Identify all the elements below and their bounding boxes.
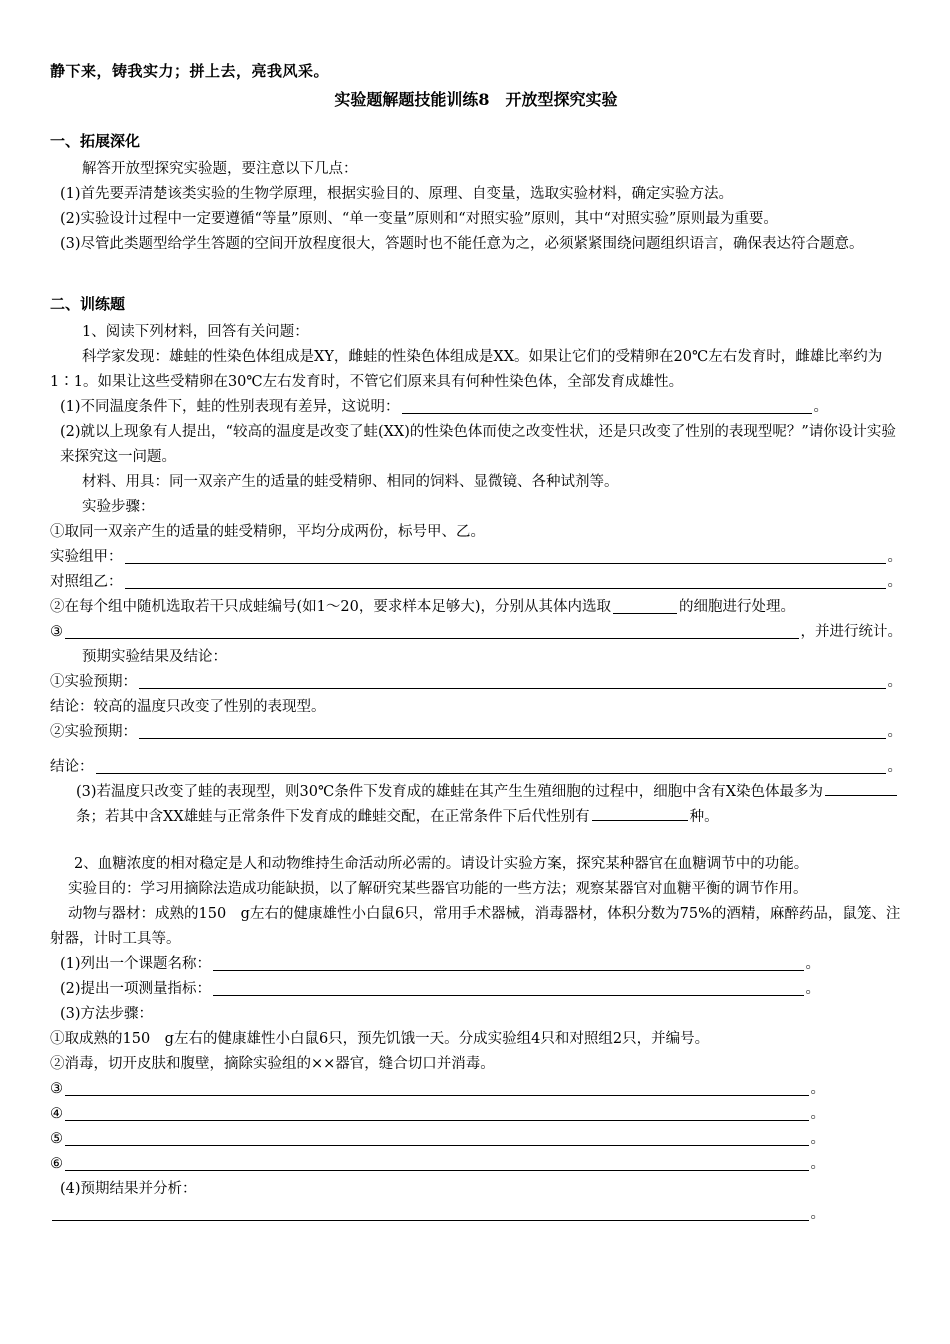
section1-intro: 解答开放型探究实验题，要注意以下几点： [82, 161, 358, 177]
motto: 静下来，铸我实力；拼上去，亮我风采。 [50, 62, 330, 80]
q1-sub3 [50, 780, 902, 830]
q2-step3-blank[interactable] [65, 1094, 809, 1096]
period: 。 [810, 1156, 825, 1172]
q2-sub1-line [50, 952, 820, 977]
q1-sub3-c: 种。 [689, 809, 719, 825]
section1-point1: (1)首先要弄清楚该类实验的生物学原理，根据实验目的、原理、自变量，选取实验材料，确定实验方法。 [60, 186, 734, 202]
q1-step2-suffix: 的细胞进行处理。 [679, 599, 795, 615]
q1-pred1-blank[interactable] [139, 687, 886, 689]
q2-step4-blank[interactable] [65, 1119, 809, 1121]
q2-sub2-label: (2)提出一项测量指标： [60, 981, 212, 997]
q2-step3-label: ③ [50, 1081, 63, 1097]
q1-group-a-label: 实验组甲： [50, 549, 123, 565]
q2-sub4: (4)预期结果并分析： [60, 1181, 197, 1197]
q1-concl2-line [50, 755, 902, 780]
q2-step6-blank[interactable] [65, 1169, 809, 1171]
section1-point3: (3)尽管此类题型给学生答题的空间开放程度很大，答题时也不能任意为之，必须紧紧围绕问题组织语言，确保表达符合题意。 [60, 236, 864, 252]
q1-steps-label: 实验步骤： [82, 499, 155, 515]
period: 。 [887, 574, 902, 590]
period: 。 [805, 981, 820, 997]
q2-sub4-line [50, 1202, 825, 1227]
q1-concl2-label: 结论： [50, 759, 94, 775]
q2-sub1-blank[interactable] [213, 969, 803, 971]
q1-material: 科学家发现：雄蛙的性染色体组成是XY，雌蛙的性染色体组成是XX。如果让它们的受精卵在20℃左右发育时，雌雄比率约为1∶1。如果让这些受精卵在30℃左右发育时，不管它们原来具有何种性染色体，全部发育成雄性。 [50, 349, 883, 390]
section1-point2: (2)实验设计过程中一定要遵循“等量”原则、“单一变量”原则和“对照实验”原则，其中“对照实验”原则最为重要。 [60, 211, 778, 227]
q1-sub3-b: 条；若其中含XX雄蛙与正常条件下发育成的雌蛙交配，在正常条件下后代性别有 [76, 809, 590, 825]
q1-step2-blank[interactable] [613, 612, 677, 614]
period: 。 [810, 1131, 825, 1147]
q1-step3-suffix: ，并进行统计。 [800, 624, 902, 640]
q1-pred1-line [50, 670, 902, 695]
q2-aim: 实验目的：学习用摘除法造成功能缺损，以了解研究某些器官功能的一些方法；观察某器官对血糖平衡的调节作用。 [68, 881, 808, 897]
q1-group-b-blank[interactable] [125, 587, 886, 589]
q2-sub2-line [50, 977, 820, 1002]
q1-sub1-line [50, 395, 902, 420]
period: 。 [813, 399, 829, 415]
q1-pred2-label: ②实验预期： [50, 724, 137, 740]
period: 。 [810, 1206, 825, 1222]
q2-step4-label: ④ [50, 1106, 63, 1122]
q1-group-b-label: 对照组乙： [50, 574, 123, 590]
section2-heading: 二、训练题 [50, 295, 126, 313]
q2-sub4-blank[interactable] [52, 1219, 809, 1221]
q1-sub1-prefix: (1)不同温度条件下，蛙的性别表现有差异，这说明： [60, 399, 400, 415]
q1-concl1: 结论：较高的温度只改变了性别的表现型。 [50, 699, 326, 715]
period: 。 [887, 674, 902, 690]
q1-step3-blank[interactable] [65, 637, 799, 639]
q2-step3-line [50, 1077, 825, 1102]
q1-step3-prefix: ③ [50, 624, 63, 640]
q1-step2-line [50, 595, 902, 620]
q1-pred2-blank[interactable] [139, 737, 886, 739]
q2-step5-line [50, 1127, 825, 1152]
q1-step1: ①取同一双亲产生的适量的蛙受精卵，平均分成两份，标号甲、乙。 [50, 524, 485, 540]
q1-group-a-line [50, 545, 902, 570]
q2-animals: 动物与器材：成熟的150 g左右的健康雄性小白鼠6只，常用手术器械，消毒器材，体积分数为75%的酒精，麻醉药品，鼠笼、注射器，计时工具等。 [50, 906, 901, 947]
q2-step5-blank[interactable] [65, 1144, 809, 1146]
q2-step2: ②消毒，切开皮肤和腹壁，摘除实验组的××器官，缝合切口并消毒。 [50, 1056, 495, 1072]
period: 。 [887, 549, 902, 565]
q2-sub1-label: (1)列出一个课题名称： [60, 956, 212, 972]
period: 。 [805, 956, 820, 972]
document-page [50, 60, 902, 1227]
section1-heading: 一、拓展深化 [50, 132, 141, 150]
q1-step2-prefix: ②在每个组中随机选取若干只成蛙编号(如1～20，要求样本足够大)，分别从其体内选取 [50, 599, 611, 615]
q1-sub3-a: (3)若温度只改变了蛙的表现型，则30℃条件下发育成的雄蛙在其产生生殖细胞的过程中，细胞中含有X染色体最多为 [76, 784, 824, 800]
q2-sub3: (3)方法步骤： [60, 1006, 154, 1022]
q1-group-b-line [50, 570, 902, 595]
q2-step6-label: ⑥ [50, 1156, 63, 1172]
q1-concl2-blank[interactable] [96, 772, 886, 774]
period: 。 [887, 759, 902, 775]
q1-group-a-blank[interactable] [125, 562, 886, 564]
q1-sub3-blank1[interactable] [825, 781, 897, 796]
period: 。 [810, 1081, 825, 1097]
period: 。 [810, 1106, 825, 1122]
q1-sub3-blank2[interactable] [592, 806, 688, 821]
q2-step4-line [50, 1102, 825, 1127]
q1-pred2-line [50, 720, 902, 745]
q1-pred1-label: ①实验预期： [50, 674, 137, 690]
q1-sub2: (2)就以上现象有人提出，“较高的温度是改变了蛙(XX)的性染色体而使之改变性状，还是只改变了性别的表现型呢？”请你设计实验来探究这一问题。 [60, 424, 896, 465]
q2-sub2-blank[interactable] [213, 994, 803, 996]
q1-lead: 1、阅读下列材料，回答有关问题： [82, 324, 309, 340]
q1-sub1-answer-blank[interactable] [402, 412, 812, 414]
q2-step5-label: ⑤ [50, 1131, 63, 1147]
q2-step1: ①取成熟的150 g左右的健康雄性小白鼠6只，预先饥饿一天。分成实验组4只和对照组2只，并编号。 [50, 1031, 710, 1047]
period: 。 [887, 724, 902, 740]
q2-step6-line [50, 1152, 825, 1177]
page-title: 实验题解题技能训练8 开放型探究实验 [334, 90, 618, 109]
q1-materials: 材料、用具：同一双亲产生的适量的蛙受精卵、相同的饲料、显微镜、各种试剂等。 [82, 474, 619, 490]
q1-step3-line [50, 620, 902, 645]
q2-lead: 2、血糖浓度的相对稳定是人和动物维持生命活动所必需的。请设计实验方案，探究某种器官在血糖调节中的功能。 [74, 856, 809, 872]
q1-results-label: 预期实验结果及结论： [82, 649, 227, 665]
